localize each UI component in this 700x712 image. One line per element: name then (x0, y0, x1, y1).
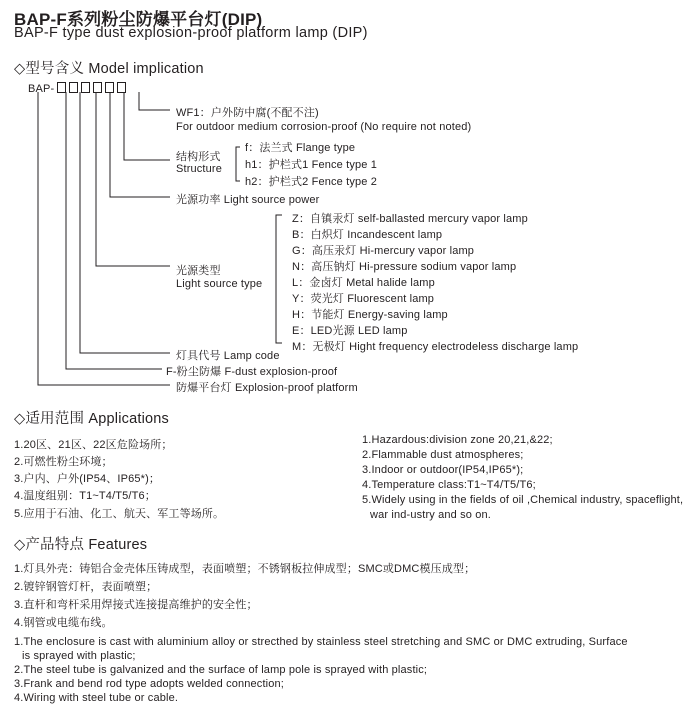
structure-item: f：法兰式 Flange type (245, 142, 356, 154)
line-power (110, 92, 170, 197)
page-title: BAP-F系列粉尘防爆平台灯(DIP) (14, 10, 263, 29)
source-item: N：高压钠灯 Hi-pressure sodium vapor lamp (292, 261, 517, 273)
dust-label: F-粉尘防爆 F-dust explosion-proof (166, 366, 338, 378)
model-code-prefix: BAP- (28, 83, 55, 95)
application-cn-item: 5.应用于石油、化工、航天、军工等场所。 (14, 508, 225, 520)
structure-label-en: Structure (176, 163, 222, 175)
application-en-item: war ind-ustry and so on. (370, 509, 491, 521)
feature-cn-item: 2.镀锌钢管灯杆，表面喷塑； (14, 581, 158, 593)
wf1-label: WF1：户外防中腐(不配不注) (176, 107, 319, 119)
application-cn-item: 2.可燃性粉尘环境； (14, 456, 113, 468)
source-item: Z：自镇汞灯 self-ballasted mercury vapor lamp (292, 213, 528, 225)
application-en-item: 2.Flammable dust atmospheres; (362, 449, 524, 461)
features-heading: ◇产品特点 Features (14, 537, 148, 553)
wf1-description: For outdoor medium corrosion-proof (No require not noted) (176, 121, 472, 133)
page-subtitle: BAP-F type dust explosion-proof platform lamp (DIP) (14, 25, 368, 41)
source-item: M：无极灯 Hight frequency electrodeless discharge lamp (292, 341, 579, 353)
feature-en-item: 1.The enclosure is cast with aluminium alloy or strecthed by stainless steel stretching and SMC or DMC extruding, Surface (14, 636, 628, 648)
model-heading: ◇型号含义 Model implication (14, 61, 204, 77)
source-item: G：高压汞灯 Hi-mercury vapor lamp (292, 245, 475, 257)
bracket-source (276, 215, 282, 343)
platform-label: 防爆平台灯 Explosion-proof platform (176, 382, 358, 394)
feature-en-item: 3.Frank and bend rod type adopts welded connection; (14, 678, 284, 690)
application-en-item: 4.Temperature class:T1~T4/T5/T6; (362, 479, 536, 491)
source-item: H：节能灯 Energy-saving lamp (292, 309, 448, 321)
feature-cn-item: 1.灯具外壳：铸铝合金壳体压铸成型，表面喷塑；不锈钢板拉伸成型；SMC或DMC模压成型； (14, 563, 476, 575)
application-en-item: 5.Widely using in the fields of oil ,Chemical industry, spaceflight, (362, 494, 684, 506)
source-label-cn: 光源类型 (176, 265, 221, 277)
source-item: B：白炽灯 Incandescent lamp (292, 229, 443, 241)
structure-label-cn: 结构形式 (176, 151, 221, 163)
feature-en-item: 4.Wiring with steel tube or cable. (14, 692, 179, 704)
application-cn-item: 3.户内、户外(IP54、IP65*)； (14, 473, 161, 485)
source-label-en: Light source type (176, 278, 263, 290)
line-source (96, 92, 170, 266)
feature-en-item: 2.The steel tube is galvanized and the surface of lamp pole is sprayed with plastic; (14, 664, 428, 676)
source-item: L：金卤灯 Metal halide lamp (292, 277, 435, 289)
applications-heading: ◇适用范围 Applications (14, 411, 169, 427)
feature-cn-item: 3.直杆和弯杆采用焊接式连接提高维护的安全性； (14, 599, 258, 611)
feature-en-item: is sprayed with plastic; (22, 650, 136, 662)
line-lamp-code (80, 92, 170, 353)
line-structure (124, 92, 170, 160)
source-item: E：LED光源 LED lamp (292, 325, 408, 337)
bracket-structure (236, 147, 240, 181)
application-en-item: 1.Hazardous:division zone 20,21,&22; (362, 434, 553, 446)
line-platform (38, 92, 170, 385)
structure-item: h1：护栏式1 Fence type 1 (245, 159, 378, 171)
line-wf1 (139, 92, 170, 110)
application-cn-item: 4.温度组别：T1~T4/T5/T6； (14, 490, 156, 502)
application-en-item: 3.Indoor or outdoor(IP54,IP65*); (362, 464, 524, 476)
source-item: Y：荧光灯 Fluorescent lamp (292, 293, 435, 305)
power-label: 光源功率 Light source power (176, 194, 320, 206)
lamp-code-label: 灯具代号 Lamp code (176, 350, 280, 362)
feature-cn-item: 4.钢管或电缆布线。 (14, 617, 113, 629)
structure-item: h2：护栏式2 Fence type 2 (245, 176, 378, 188)
application-cn-item: 1.20区、21区、22区危险场所； (14, 439, 173, 451)
